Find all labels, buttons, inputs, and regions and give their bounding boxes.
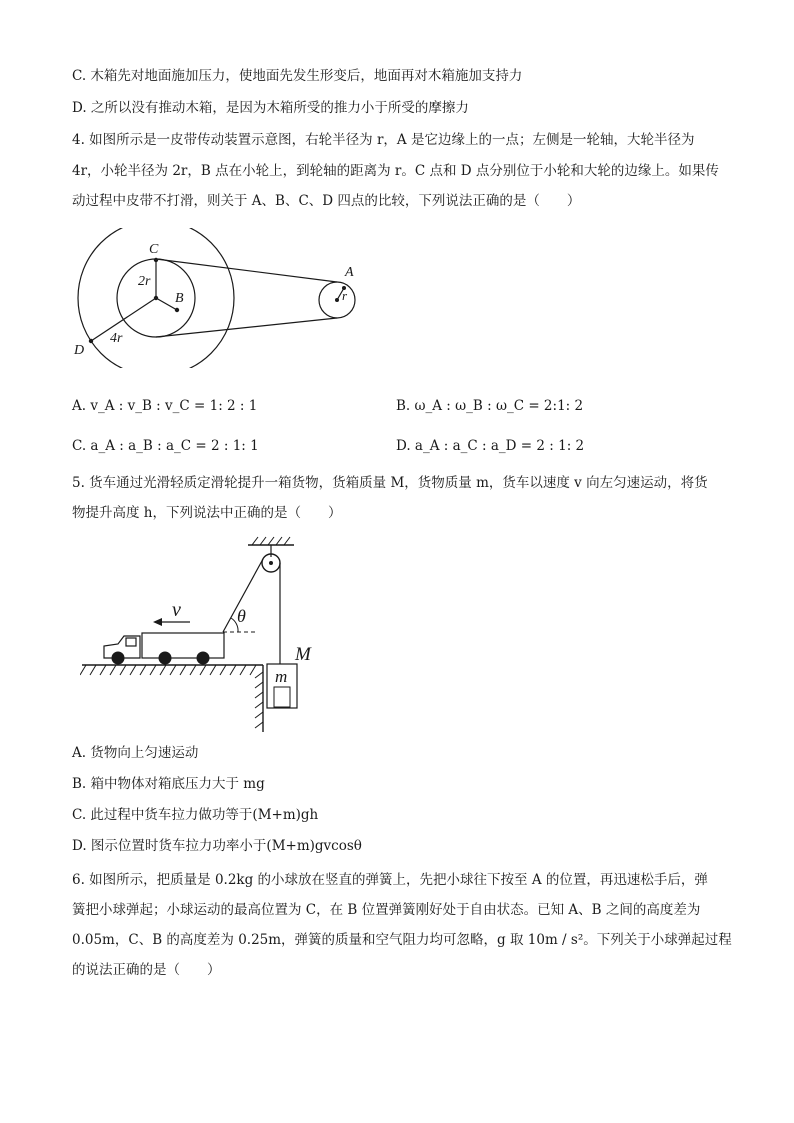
label-v: v	[172, 599, 181, 621]
q4-stem-line-1: 4. 如图所示是一皮带传动装置示意图，右轮半径为 r，A 是它边缘上的一点；左侧是一轮轴，大轮半径为	[72, 132, 695, 148]
q5-option-c: C. 此过程中货车拉力做功等于(M+m)gh	[72, 807, 319, 823]
q5-option-b: B. 箱中物体对箱底压力大于 mg	[72, 776, 265, 792]
cargo-m	[274, 687, 290, 707]
q5-stem-line-1: 5. 货车通过光滑轻质定滑轮提升一箱货物，货箱质量 M，货物质量 m，货车以速度 v 向左匀速运动，将货	[72, 475, 708, 491]
label-2r: 2r	[138, 274, 151, 289]
label-m: m	[275, 667, 288, 686]
q6-stem-line-1: 6. 如图所示，把质量是 0.2kg 的小球放在竖直的弹簧上，先把小球往下按至 A 的位置，再迅速松手后，弹	[72, 872, 708, 888]
q4-option-c: C. a_A : a_B : a_C = 2 : 1: 1	[72, 438, 259, 454]
truck-pulley-figure	[80, 532, 330, 737]
belt-drive-figure	[60, 228, 380, 368]
q5-option-d: D. 图示位置时货车拉力功率小于(M+m)gvcosθ	[72, 838, 362, 854]
q6-stem-line-4: 的说法正确的是（ ）	[72, 962, 221, 978]
q4-option-d: D. a_A : a_C : a_D = 2 : 1: 2	[396, 438, 585, 454]
q5-stem-line-2: 物提升高度 h，下列说法中正确的是（ ）	[72, 505, 342, 521]
q4-option-a: A. v_A : v_B : v_C = 1: 2 : 1	[72, 398, 258, 414]
label-a: A	[345, 265, 354, 280]
q4-stem-line-3: 动过程中皮带不打滑，则关于 A、B、C、D 四点的比较，下列说法正确的是（ ）	[72, 193, 581, 209]
q3-option-c: C. 木箱先对地面施加压力，使地面先发生形变后，地面再对木箱施加支持力	[72, 68, 523, 84]
label-theta: θ	[237, 606, 246, 626]
q4-stem-line-2: 4r，小轮半径为 2r，B 点在小轮上，到轮轴的距离为 r。C 点和 D 点分别位于小轮和大轮的边缘上。如果传	[72, 163, 719, 179]
q6-stem-line-2: 簧把小球弹起；小球运动的最高位置为 C，在 B 位置弹簧刚好处于自由状态。已知 A、B 之间的高度差为	[72, 902, 701, 918]
label-4r: 4r	[110, 331, 123, 346]
q6-stem-line-3: 0.05m，C、B 的高度差为 0.25m，弹簧的质量和空气阻力均可忽略，g 取 10m / s²。下列关于小球弹起过程	[72, 932, 732, 948]
q4-option-b: B. ω_A : ω_B : ω_C = 2:1: 2	[396, 398, 584, 414]
label-b: B	[175, 291, 184, 306]
label-c: C	[149, 242, 159, 257]
label-r: r	[342, 288, 348, 303]
q5-option-a: A. 货物向上匀速运动	[72, 745, 199, 761]
q3-option-d: D. 之所以没有推动木箱，是因为木箱所受的推力小于所受的摩擦力	[72, 100, 469, 116]
label-d: D	[74, 343, 85, 358]
label-M: M	[295, 644, 311, 665]
